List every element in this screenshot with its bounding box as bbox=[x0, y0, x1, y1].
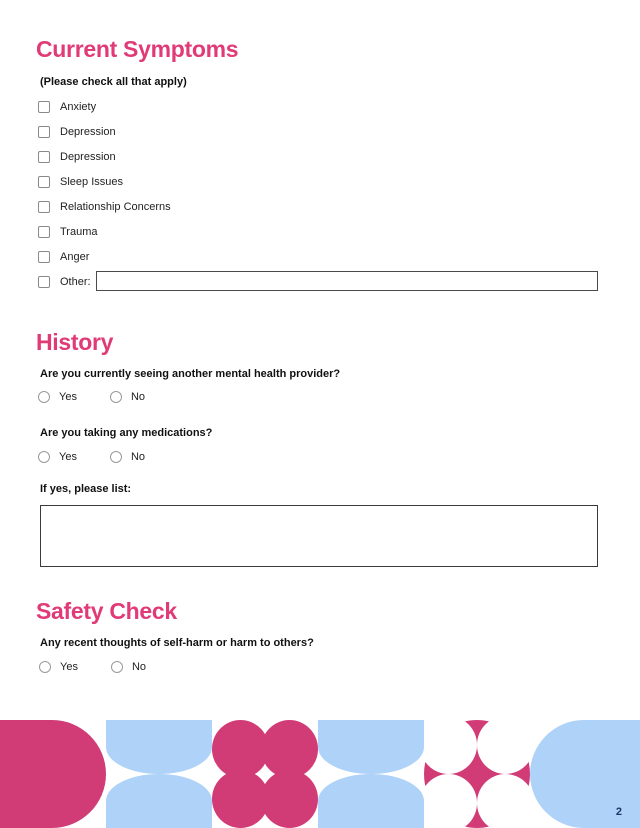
radio-option-medications-yes[interactable] bbox=[38, 451, 77, 463]
radio-label-self-harm-no: No bbox=[131, 661, 147, 673]
checkbox-row-depression-1[interactable] bbox=[38, 124, 116, 140]
footer-shape-rounded-rect-pink bbox=[0, 720, 106, 828]
other-symptom-input[interactable] bbox=[96, 271, 598, 291]
radio-label-current-provider-yes: Yes bbox=[59, 391, 77, 403]
checkbox-icon-anger[interactable] bbox=[38, 251, 50, 263]
question-label-current-provider: Are you currently seeing another mental health provider? bbox=[40, 368, 341, 380]
radio-icon-self-harm-no[interactable] bbox=[111, 661, 123, 673]
footer-shape-rounded-rect-blue bbox=[530, 720, 640, 828]
checkbox-icon-other[interactable] bbox=[38, 276, 50, 288]
footer-shape-double-half-disc-blue-2 bbox=[318, 720, 424, 828]
checkbox-icon-relationship-concerns[interactable] bbox=[38, 201, 50, 213]
checkbox-row-trauma[interactable] bbox=[38, 224, 98, 240]
radio-group-self-harm[interactable] bbox=[39, 661, 146, 673]
checkbox-icon-anxiety[interactable] bbox=[38, 101, 50, 113]
checkbox-row-depression-2[interactable] bbox=[38, 149, 116, 165]
checkbox-label-sleep-issues: Sleep Issues bbox=[60, 176, 123, 188]
checkbox-label-depression-1: Depression bbox=[60, 126, 116, 138]
checkbox-label-depression-2: Depression bbox=[60, 151, 116, 163]
checkbox-label-trauma: Trauma bbox=[60, 226, 98, 238]
radio-option-medications-no[interactable] bbox=[110, 451, 145, 463]
checkbox-icon-sleep-issues[interactable] bbox=[38, 176, 50, 188]
checkbox-icon-depression-1[interactable] bbox=[38, 126, 50, 138]
section-heading-current-symptoms: Current Symptoms bbox=[36, 36, 239, 62]
checkbox-row-anxiety[interactable] bbox=[38, 99, 96, 115]
section-heading-safety-check: Safety Check bbox=[36, 598, 177, 624]
question-label-medications: Are you taking any medications? bbox=[40, 427, 213, 439]
checkbox-label-relationship-concerns: Relationship Concerns bbox=[60, 201, 171, 213]
medications-list-prompt: If yes, please list: bbox=[40, 483, 132, 495]
footer-decorative-band bbox=[0, 720, 640, 828]
radio-option-self-harm-yes[interactable] bbox=[39, 661, 78, 673]
checkbox-label-anxiety: Anxiety bbox=[60, 101, 97, 113]
radio-option-self-harm-no[interactable] bbox=[111, 661, 146, 673]
radio-label-medications-no: No bbox=[130, 451, 146, 463]
checkbox-row-anger[interactable] bbox=[38, 249, 89, 265]
radio-label-self-harm-yes: Yes bbox=[60, 661, 78, 673]
radio-option-current-provider-yes[interactable] bbox=[38, 391, 77, 403]
radio-group-current-provider[interactable] bbox=[38, 391, 145, 403]
radio-icon-medications-no[interactable] bbox=[110, 451, 122, 463]
footer-shape-four-petal-clover-pink bbox=[212, 720, 318, 828]
radio-icon-current-provider-yes[interactable] bbox=[38, 391, 50, 403]
radio-icon-self-harm-yes[interactable] bbox=[39, 661, 51, 673]
radio-group-medications[interactable] bbox=[38, 451, 145, 463]
medications-list-textarea[interactable] bbox=[40, 505, 598, 567]
checkbox-row-sleep-issues[interactable] bbox=[38, 174, 123, 190]
question-label-self-harm: Any recent thoughts of self-harm or harm to others? bbox=[40, 637, 314, 649]
current-symptoms-instruction: (Please check all that apply) bbox=[40, 76, 187, 88]
page-number: 2 bbox=[615, 806, 622, 818]
footer-shape-double-half-disc-blue-1 bbox=[106, 720, 212, 828]
checkbox-label-anger: Anger bbox=[60, 251, 90, 263]
checkbox-icon-trauma[interactable] bbox=[38, 226, 50, 238]
radio-label-medications-yes: Yes bbox=[59, 451, 77, 463]
checkbox-label-other: Other: bbox=[60, 276, 91, 288]
radio-option-current-provider-no[interactable] bbox=[110, 391, 145, 403]
footer-shape-star-cut-disc-pink bbox=[424, 720, 530, 828]
checkbox-icon-depression-2[interactable] bbox=[38, 151, 50, 163]
section-heading-history: History bbox=[36, 329, 114, 355]
radio-icon-current-provider-no[interactable] bbox=[110, 391, 122, 403]
radio-label-current-provider-no: No bbox=[130, 391, 146, 403]
radio-icon-medications-yes[interactable] bbox=[38, 451, 50, 463]
checkbox-row-relationship-concerns[interactable] bbox=[38, 199, 171, 215]
checkbox-row-other[interactable] bbox=[38, 274, 91, 290]
